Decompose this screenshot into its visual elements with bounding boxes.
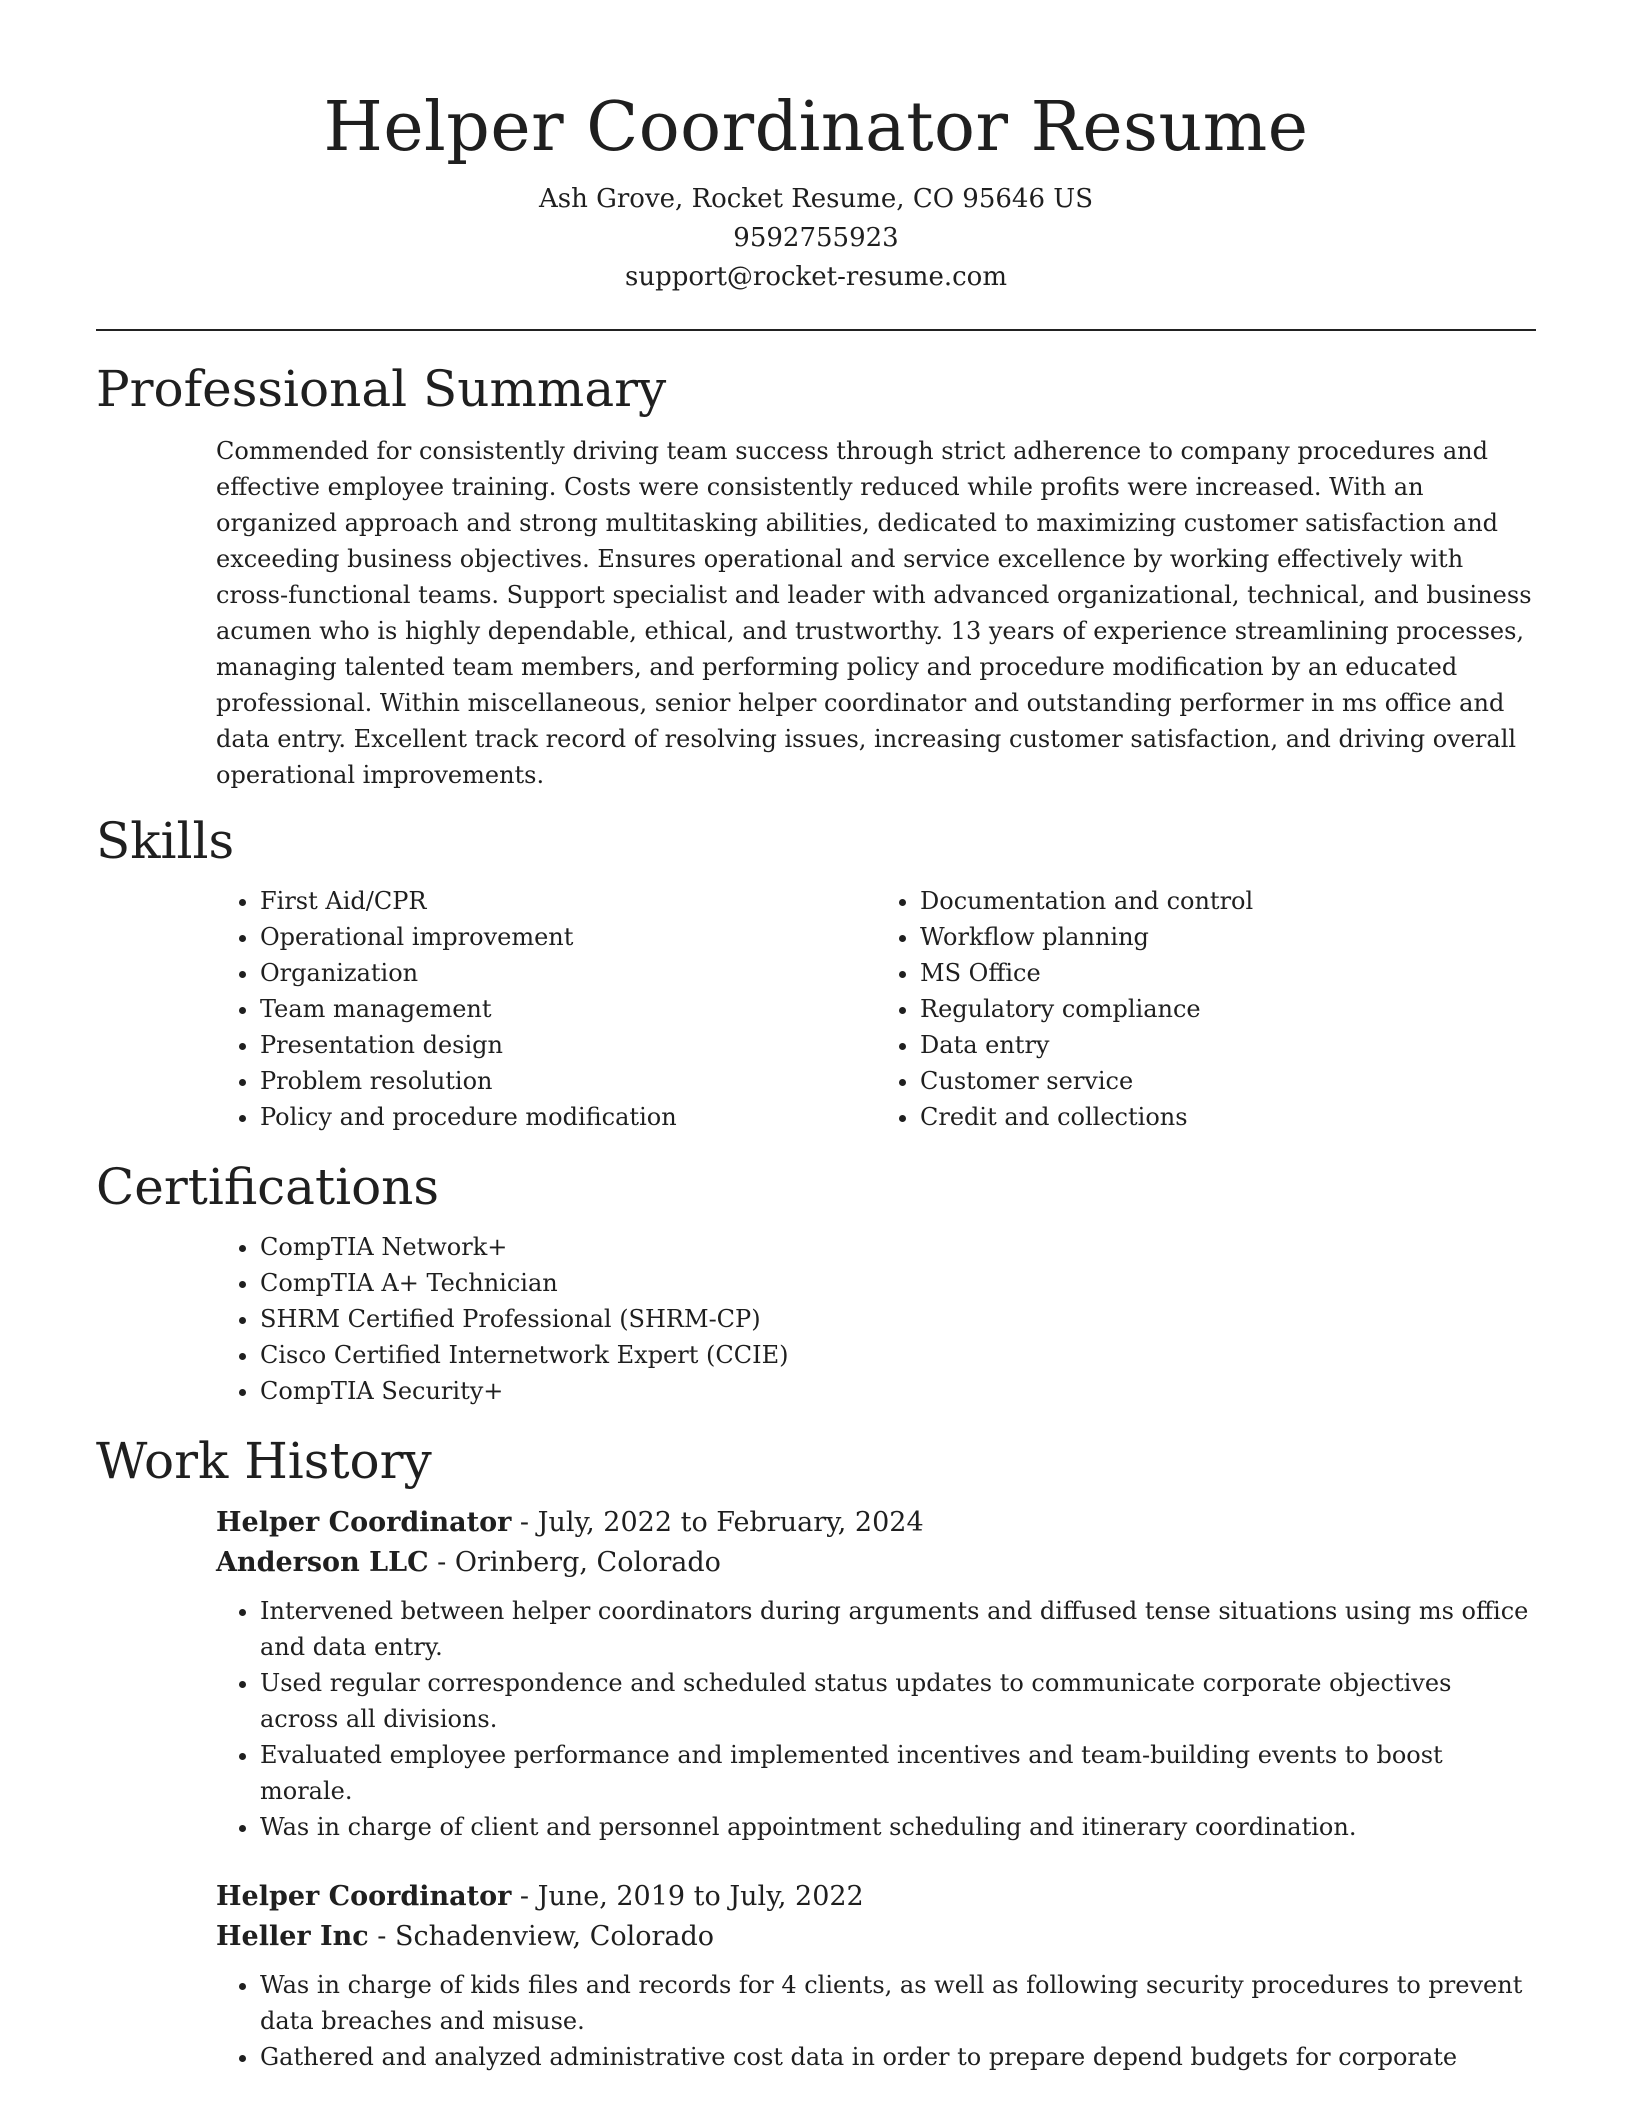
contact-address: Ash Grove, Rocket Resume, CO 95646 US (538, 184, 1094, 214)
job-title-line (216, 1877, 1536, 1917)
skill-item: • Data entry (920, 1027, 1536, 1063)
certification-item: • Cisco Certified Internetwork Expert (CCIE) (260, 1337, 1536, 1373)
skill-item: • Team management (260, 991, 876, 1027)
job-bullet: • Was in charge of kids files and records for 4 clients, as well as following security procedures to prevent data breaches and misuse. (260, 1967, 1536, 2039)
job-location: - Orinberg, Colorado (428, 1547, 721, 1578)
job-bullets (216, 1593, 1536, 1845)
certifications-heading: Certifications (96, 1158, 440, 1216)
skill-item: • Organization (260, 955, 876, 991)
summary-body (216, 433, 1536, 793)
skill-item: • Documentation and control (920, 883, 1536, 919)
job-dates: - June, 2019 to July, 2022 (511, 1881, 864, 1912)
certifications-body (216, 1229, 1536, 1409)
summary-heading: Professional Summary (96, 360, 667, 418)
skill-item: • Presentation design (260, 1027, 876, 1063)
certification-item: • CompTIA A+ Technician (260, 1265, 1536, 1301)
job-bullet: • Evaluated employee performance and implemented incentives and team-building events to boost morale. (260, 1737, 1536, 1809)
work-history-heading: Work History (96, 1432, 432, 1490)
skill-item: • Workflow planning (920, 919, 1536, 955)
resume-title: Helper Coordinator Resume (323, 88, 1309, 167)
job-title: Helper Coordinator (216, 1507, 512, 1538)
skills-columns (216, 883, 1536, 1135)
skills-list-left (216, 883, 876, 1135)
resume-page (96, 0, 1536, 2075)
summary-text: Commended for consistently driving team success through strict adherence to company procedures and effective employee training. Costs were consistently reduced while profits were increased. With an organized approach and strong multitasking abilities, dedicated to maximizing customer satisfaction and exceeding business objectives. Ensures operational and service excellence by working effectively with cross-functional teams. Support specialist and leader with advanced organizational, technical, and business acumen who is highly dependable, ethical, and trustworthy. 13 years of experience streamlining processes, managing talented team members, and performing policy and procedure modification by an educated professional. Within miscellaneous, senior helper coordinator and outstanding performer in ms office and data entry. Excellent track record of resolving issues, increasing customer satisfaction, and driving overall operational improvements. (216, 437, 1532, 789)
skill-item: • MS Office (920, 955, 1536, 991)
skill-item: • Customer service (920, 1063, 1536, 1099)
job-title-line (216, 1503, 1536, 1543)
job-dates: - July, 2022 to February, 2024 (511, 1507, 924, 1538)
job-location: - Schadenview, Colorado (368, 1921, 715, 1952)
job-bullet: • Used regular correspondence and scheduled status updates to communicate corporate objectives across all divisions. (260, 1665, 1536, 1737)
resume-header (96, 0, 1536, 297)
header-divider (96, 329, 1536, 331)
job-bullet: • Intervened between helper coordinators during arguments and diffused tense situations using ms office and data entry. (260, 1593, 1536, 1665)
job-bullet: • Was in charge of client and personnel appointment scheduling and itinerary coordination. (260, 1809, 1536, 1845)
contact-phone: 9592755923 (733, 223, 899, 253)
skill-item: • Policy and procedure modification (260, 1099, 876, 1135)
skill-item: • Credit and collections (920, 1099, 1536, 1135)
certification-item: • SHRM Certified Professional (SHRM-CP) (260, 1301, 1536, 1337)
job-company: Heller Inc (216, 1921, 369, 1952)
job-entry (216, 1877, 1536, 2075)
skill-item: • Regulatory compliance (920, 991, 1536, 1027)
contact-email: support@rocket-resume.com (624, 262, 1007, 292)
certifications-list (216, 1229, 1536, 1409)
job-bullets (216, 1967, 1536, 2075)
skills-list-right (876, 883, 1536, 1135)
certification-item: • CompTIA Network+ (260, 1229, 1536, 1265)
skill-item: • Problem resolution (260, 1063, 876, 1099)
contact-block (96, 180, 1536, 297)
skills-heading: Skills (96, 812, 235, 870)
skill-item: • First Aid/CPR (260, 883, 876, 919)
skill-item: • Operational improvement (260, 919, 876, 955)
job-entry (216, 1503, 1536, 1845)
job-company: Anderson LLC (216, 1547, 429, 1578)
job-company-line (216, 1917, 1536, 1957)
job-title: Helper Coordinator (216, 1881, 512, 1912)
job-company-line (216, 1543, 1536, 1583)
certification-item: • CompTIA Security+ (260, 1373, 1536, 1409)
job-bullet: • Gathered and analyzed administrative cost data in order to prepare depend budgets for corporate (260, 2039, 1536, 2075)
